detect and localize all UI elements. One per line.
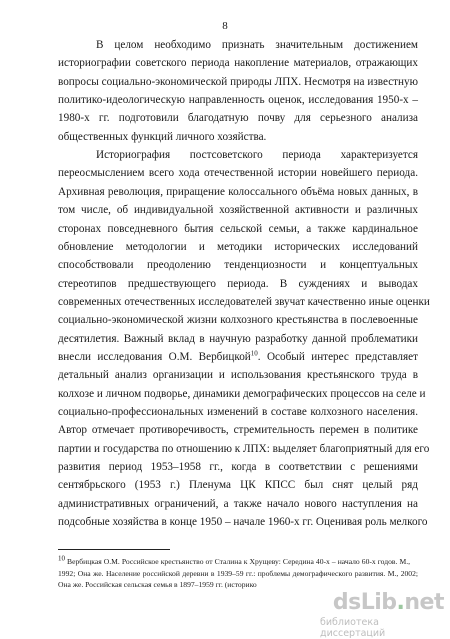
body-line-text: способствовали преодолению тенденциозности и концептуальных — [58, 259, 418, 272]
body-line-text: переосмыслением всего хода отечественной истории новейшего периода. — [58, 167, 418, 180]
footnote-marker: 10 — [58, 554, 65, 563]
body-line-text: стереотипов предшествующего периода. В суждениях и выводах — [58, 277, 418, 290]
body-line-text: общественных функций личного хозяйства. — [58, 130, 267, 143]
body-line — [58, 442, 430, 456]
body-line-text: историографии советского периода накопление материалов, отражающих — [58, 57, 418, 70]
body-line — [58, 93, 418, 107]
body-line — [58, 460, 418, 474]
body-line-text: современных отечественных исследователей звучат качественно иные оценки — [58, 295, 430, 308]
body-line-text: партии и государства по отношению к ЛПХ: выделяет благоприятный для его — [58, 442, 430, 455]
body-line — [58, 130, 418, 144]
body-line — [96, 148, 418, 162]
body-line — [96, 38, 418, 52]
body-line-text: социально-профессиональных изменений в составе колхозного населения. — [58, 406, 418, 418]
body-line — [58, 75, 418, 89]
body-line-text: сторонах повседневного бытия сельской семьи, а также кардинальное — [58, 222, 418, 235]
body-line — [58, 387, 426, 401]
body-line — [58, 423, 418, 437]
body-line-text: внесли исследования О.М. Вербицкой — [58, 350, 251, 363]
body-line — [58, 368, 418, 382]
body-line-text: политико-идеологическую направленность оценок, исследования 1950-х – — [58, 94, 418, 107]
body-line — [58, 332, 418, 346]
watermark-logo-tld: net — [404, 590, 444, 615]
footnote-line-text: Она же. Российская сельская семья в 1897–1959 гг. (историко — [58, 580, 257, 589]
footnote-line — [58, 579, 418, 590]
dslib-watermark — [320, 590, 450, 639]
body-line-text: административных ограничений, а также начало нового наступления на — [58, 497, 418, 510]
body-line — [58, 277, 418, 291]
watermark-logo-main: dsLib — [332, 590, 397, 615]
body-line-text: колхозе и личном подворье, динамики демографических процессов на селе и — [58, 387, 426, 400]
watermark-subtitle: библиотека диссертаций — [320, 617, 386, 639]
footnote-line — [58, 568, 418, 579]
body-line — [58, 350, 418, 364]
body-line-text: детальный анализ организации и использования крестьянского труда в — [58, 369, 418, 382]
watermark-logo — [333, 590, 444, 615]
body-line — [58, 497, 418, 511]
body-line — [58, 222, 418, 236]
body-line — [58, 166, 418, 180]
page-number: 8 — [222, 20, 228, 32]
body-line — [58, 258, 418, 272]
body-line-text: том числе, об индивидуальной хозяйственной активности и различных — [58, 204, 418, 217]
body-line-text: вопросы социально-экономической природы ЛПХ. Несмотря на известную — [58, 75, 418, 88]
body-line — [58, 478, 418, 492]
body-line — [58, 56, 418, 70]
body-line-text: сентябрьского (1953 г.) Пленума ЦК КПСС был снят целый ряд — [58, 479, 418, 492]
body-line-text: Архивная революция, приращение колоссального объёма новых данных, в — [58, 185, 418, 198]
body-line — [58, 203, 418, 217]
body-line — [58, 405, 418, 419]
footnote-separator — [58, 549, 170, 550]
body-line-text: подсобные хозяйства в конце 1950 – начале 1960-х гг. Оценивая роль мелкого — [58, 516, 428, 529]
body-line-text: Историография постсоветского периода характеризуется — [96, 149, 418, 162]
body-line — [58, 185, 418, 199]
body-line-text: развития период 1953–1958 гг., когда в соответствии с решениями — [58, 461, 418, 474]
body-line-text: десятилетия. Важный вклад в научную разработку данной проблематики — [58, 332, 418, 345]
body-line — [58, 295, 430, 309]
body-line-text: 1980-х гг. подготовили благодатную почву для серьезного анализа — [58, 112, 418, 125]
body-line-text: обновление методологии и методики исторических исследований — [58, 240, 418, 253]
body-line — [58, 240, 418, 254]
footnote-line-text: Вербицкая О.М. Российское крестьянство от Сталина к Хрущеву: Середина 40-х – начало 60-х годов. М., — [65, 557, 410, 566]
body-line-text-after: . Особый интерес представляет — [257, 350, 418, 363]
footnote-reference: 10 — [250, 349, 258, 358]
body-line-text: В целом необходимо признать значительным достижением — [96, 39, 418, 51]
footnote-line-text: 1992; Она же. Население российской деревни в 1939–59 гг.: проблемы демографического развития. М., 2002; — [58, 568, 418, 578]
watermark-logo-dot: . — [396, 590, 405, 615]
footnote-line — [58, 556, 410, 567]
body-line — [58, 515, 428, 529]
body-line-text: социально-экономической жизни колхозного крестьянства в послевоенные — [58, 314, 418, 327]
body-line — [58, 313, 418, 327]
body-line — [58, 111, 418, 125]
body-line-text: Автор отмечает противоречивость, стремительность перемен в политике — [58, 424, 418, 437]
